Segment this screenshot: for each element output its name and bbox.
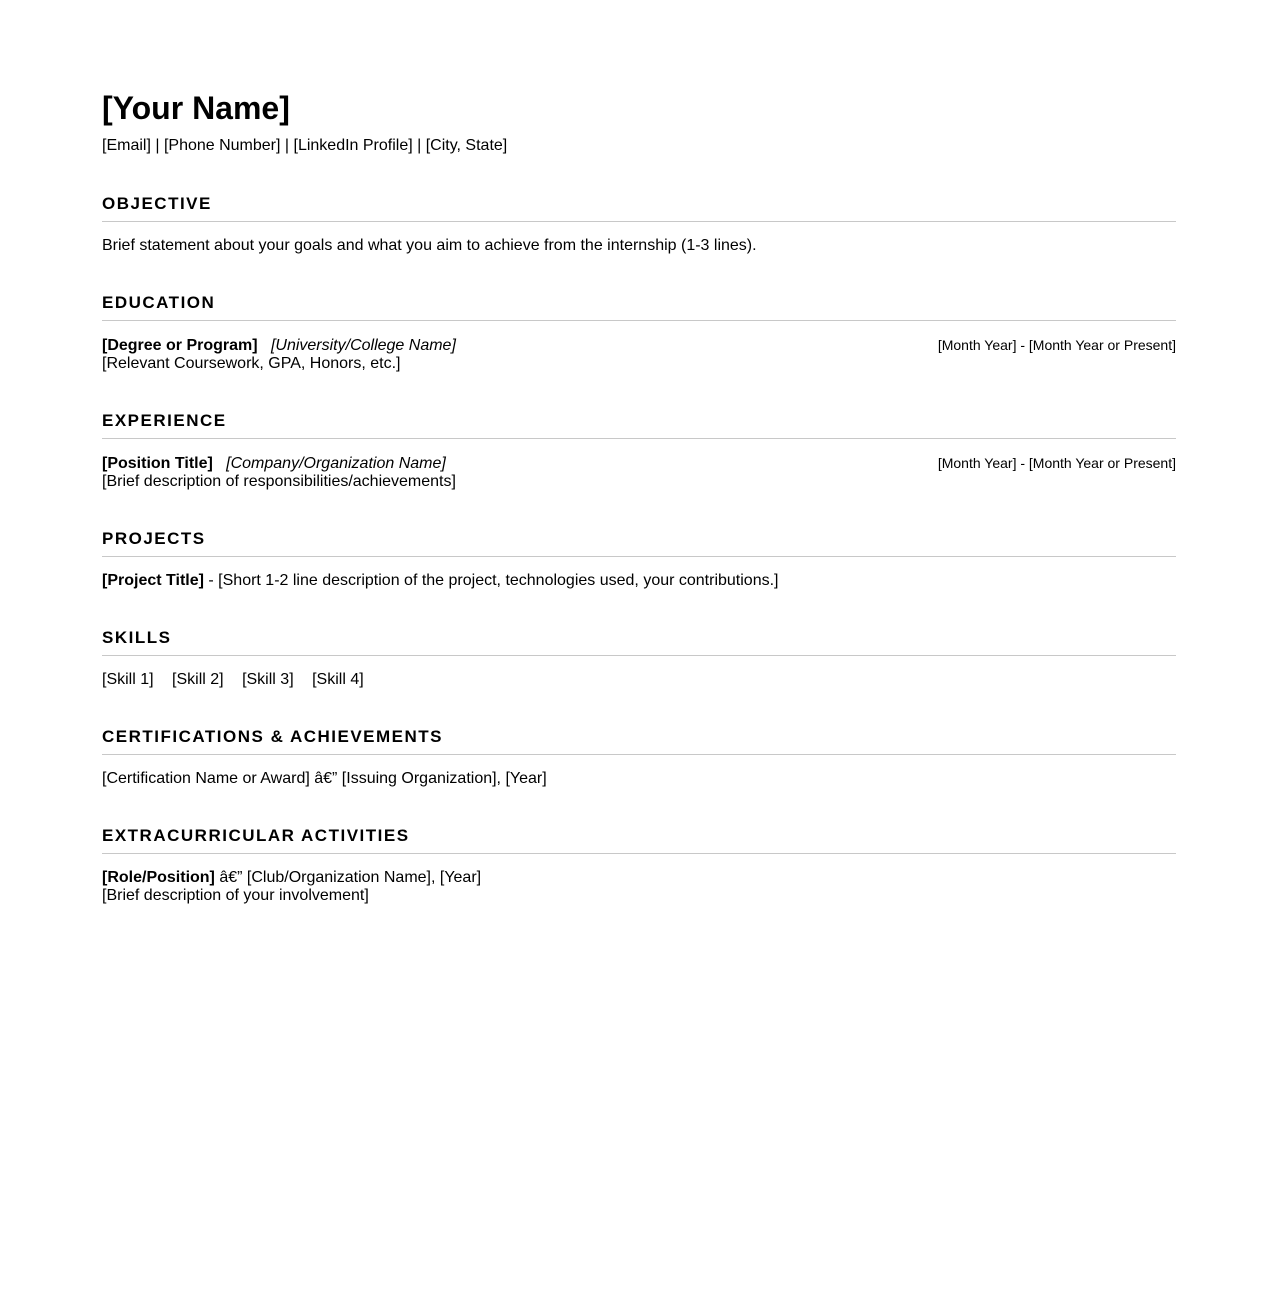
certifications-section	[102, 727, 1176, 788]
extracurricular-details: [Brief description of your involvement]	[102, 887, 369, 904]
resume-page	[102, 86, 1176, 905]
position-title: [Position Title]	[102, 455, 213, 472]
extracurricular-entry	[102, 869, 1176, 905]
project-entry	[102, 572, 1176, 590]
project-description: - [Short 1-2 line description of the project, technologies used, your contributions.]	[203, 572, 779, 589]
skill-item: [Skill 2]	[172, 671, 224, 688]
skill-item: [Skill 4]	[312, 671, 364, 688]
skill-item: [Skill 1]	[102, 671, 154, 688]
school: [University/College Name]	[270, 337, 456, 354]
education-heading: EDUCATION	[102, 293, 1176, 321]
certification-entry: [Certification Name or Award] â€” [Issuing Organization], [Year]	[102, 770, 547, 787]
degree: [Degree or Program]	[102, 337, 258, 354]
education-section	[102, 293, 1176, 373]
contact-line: [Email] | [Phone Number] | [LinkedIn Profile] | [City, State]	[102, 137, 508, 154]
experience-section	[102, 411, 1176, 491]
education-details: [Relevant Coursework, GPA, Honors, etc.]	[102, 355, 401, 372]
company: [Company/Organization Name]	[226, 455, 446, 472]
club-org: â€” [Club/Organization Name], [Year]	[214, 869, 482, 886]
experience-entry	[102, 454, 1176, 491]
skills-heading: SKILLS	[102, 628, 1176, 656]
experience-details: [Brief description of responsibilities/achievements]	[102, 473, 456, 490]
name-heading: [Your Name]	[102, 90, 290, 126]
skill-item: [Skill 3]	[242, 671, 294, 688]
extracurricular-heading: EXTRACURRICULAR ACTIVITIES	[102, 826, 1176, 854]
objective-section	[102, 194, 1176, 255]
education-dates: [Month Year] - [Month Year or Present]	[937, 337, 1176, 353]
projects-section	[102, 529, 1176, 590]
experience-heading: EXPERIENCE	[102, 411, 1176, 439]
skills-list	[102, 671, 1176, 689]
experience-dates: [Month Year] - [Month Year or Present]	[937, 455, 1176, 471]
objective-text: Brief statement about your goals and what you aim to achieve from the internship (1-3 lines).	[102, 237, 757, 254]
certifications-heading: CERTIFICATIONS & ACHIEVEMENTS	[102, 727, 1176, 755]
projects-heading: PROJECTS	[102, 529, 1176, 557]
education-entry	[102, 336, 1176, 373]
objective-heading: OBJECTIVE	[102, 194, 1176, 222]
extracurricular-section	[102, 826, 1176, 905]
skills-section	[102, 628, 1176, 689]
project-title: [Project Title]	[102, 572, 204, 589]
role-position: [Role/Position]	[102, 869, 215, 886]
